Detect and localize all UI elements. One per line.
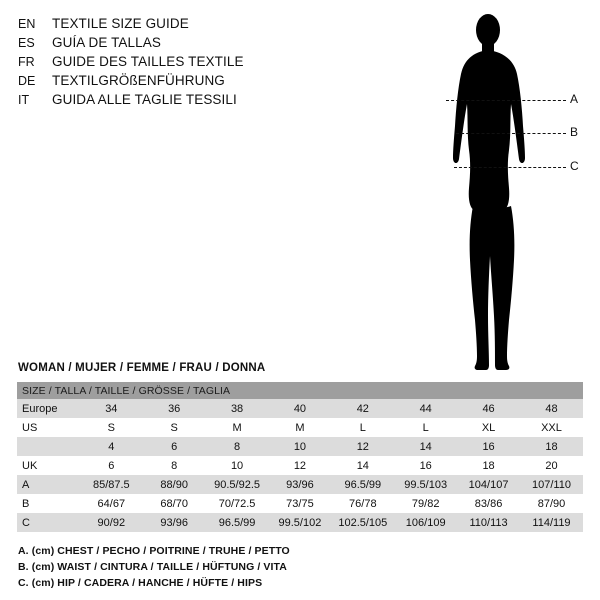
table-cell: 18 <box>457 456 520 475</box>
measurement-notes <box>18 543 578 591</box>
table-cell: S <box>143 418 206 437</box>
row-label: A <box>17 475 80 494</box>
row-label: C <box>17 513 80 532</box>
table-cell: 16 <box>457 437 520 456</box>
table-cell: 34 <box>80 399 143 418</box>
language-title: GUIDA ALLE TAGLIE TESSILI <box>52 92 237 107</box>
size-table-container <box>17 382 583 532</box>
table-row <box>17 418 583 437</box>
table-cell: 93/96 <box>269 475 332 494</box>
table-row <box>17 494 583 513</box>
table-cell: 48 <box>520 399 583 418</box>
language-title: GUÍA DE TALLAS <box>52 35 161 50</box>
table-cell: 90.5/92.5 <box>206 475 269 494</box>
table-cell: 96.5/99 <box>331 475 394 494</box>
row-label: Europe <box>17 399 80 418</box>
table-cell: 96.5/99 <box>206 513 269 532</box>
table-cell: 8 <box>206 437 269 456</box>
table-cell: 99.5/103 <box>394 475 457 494</box>
language-code: DE <box>18 74 36 88</box>
table-cell: 14 <box>331 456 394 475</box>
measure-line-c <box>454 167 566 168</box>
table-cell: 42 <box>331 399 394 418</box>
table-cell: 44 <box>394 399 457 418</box>
note-hip: C. (cm) HIP / CADERA / HANCHE / HÜFTE / HIPS <box>18 577 263 589</box>
table-cell: L <box>331 418 394 437</box>
row-label: UK <box>17 456 80 475</box>
row-label: US <box>17 418 80 437</box>
language-title: TEXTILGRÖßENFÜHRUNG <box>52 73 225 88</box>
language-code: EN <box>18 17 36 31</box>
measure-line-a <box>446 100 566 101</box>
table-cell: 12 <box>331 437 394 456</box>
measure-label-a: A <box>570 92 579 106</box>
language-row <box>18 90 348 109</box>
table-cell: 106/109 <box>394 513 457 532</box>
table-cell: 102.5/105 <box>331 513 394 532</box>
table-cell: 38 <box>206 399 269 418</box>
table-cell: 70/72.5 <box>206 494 269 513</box>
table-cell: 83/86 <box>457 494 520 513</box>
group-title: WOMAN / MUJER / FEMME / FRAU / DONNA <box>18 362 266 374</box>
table-cell: 93/96 <box>143 513 206 532</box>
table-row <box>17 475 583 494</box>
language-title: TEXTILE SIZE GUIDE <box>52 16 189 31</box>
size-table <box>17 382 583 532</box>
table-cell: XXL <box>520 418 583 437</box>
table-row <box>17 399 583 418</box>
table-cell: 76/78 <box>331 494 394 513</box>
note-waist: B. (cm) WAIST / CINTURA / TAILLE / HÜFTUNG / VITA <box>18 561 287 573</box>
table-cell: 18 <box>520 437 583 456</box>
woman-silhouette-icon <box>440 8 590 373</box>
table-cell: 12 <box>269 456 332 475</box>
measure-label-b: B <box>570 125 579 139</box>
table-cell: 36 <box>143 399 206 418</box>
table-row <box>17 513 583 532</box>
table-cell: 20 <box>520 456 583 475</box>
table-cell: 6 <box>80 456 143 475</box>
table-header-label: SIZE / TALLA / TAILLE / GRÖSSE / TAGLIA <box>17 382 583 399</box>
table-cell: 88/90 <box>143 475 206 494</box>
language-row <box>18 71 348 90</box>
table-cell: 99.5/102 <box>269 513 332 532</box>
table-cell: XL <box>457 418 520 437</box>
table-row <box>17 456 583 475</box>
language-row <box>18 14 348 33</box>
row-label: B <box>17 494 80 513</box>
table-cell: S <box>80 418 143 437</box>
table-cell: 85/87.5 <box>80 475 143 494</box>
table-cell: 79/82 <box>394 494 457 513</box>
table-cell: 107/110 <box>520 475 583 494</box>
table-cell: 73/75 <box>269 494 332 513</box>
table-cell: 64/67 <box>80 494 143 513</box>
table-cell: 110/113 <box>457 513 520 532</box>
table-cell: 6 <box>143 437 206 456</box>
table-cell: 4 <box>80 437 143 456</box>
table-cell: 90/92 <box>80 513 143 532</box>
table-cell: 8 <box>143 456 206 475</box>
row-label <box>17 437 80 456</box>
table-row <box>17 437 583 456</box>
table-cell: 87/90 <box>520 494 583 513</box>
language-code: ES <box>18 36 35 50</box>
table-header-row <box>17 382 583 399</box>
table-cell: M <box>206 418 269 437</box>
table-cell: L <box>394 418 457 437</box>
language-title-list <box>18 14 348 109</box>
table-cell: 40 <box>269 399 332 418</box>
table-cell: 114/119 <box>520 513 583 532</box>
language-code: FR <box>18 55 35 69</box>
language-row <box>18 52 348 71</box>
table-cell: 10 <box>206 456 269 475</box>
table-cell: M <box>269 418 332 437</box>
measure-label-c: C <box>570 159 579 173</box>
language-row <box>18 33 348 52</box>
table-cell: 16 <box>394 456 457 475</box>
note-chest: A. (cm) CHEST / PECHO / POITRINE / TRUHE / PETTO <box>18 545 290 557</box>
table-cell: 68/70 <box>143 494 206 513</box>
table-cell: 104/107 <box>457 475 520 494</box>
measure-line-b <box>456 133 566 134</box>
female-silhouette-figure <box>440 8 590 373</box>
table-cell: 10 <box>269 437 332 456</box>
table-cell: 14 <box>394 437 457 456</box>
language-code: IT <box>18 93 30 107</box>
table-cell: 46 <box>457 399 520 418</box>
language-title: GUIDE DES TAILLES TEXTILE <box>52 54 244 69</box>
